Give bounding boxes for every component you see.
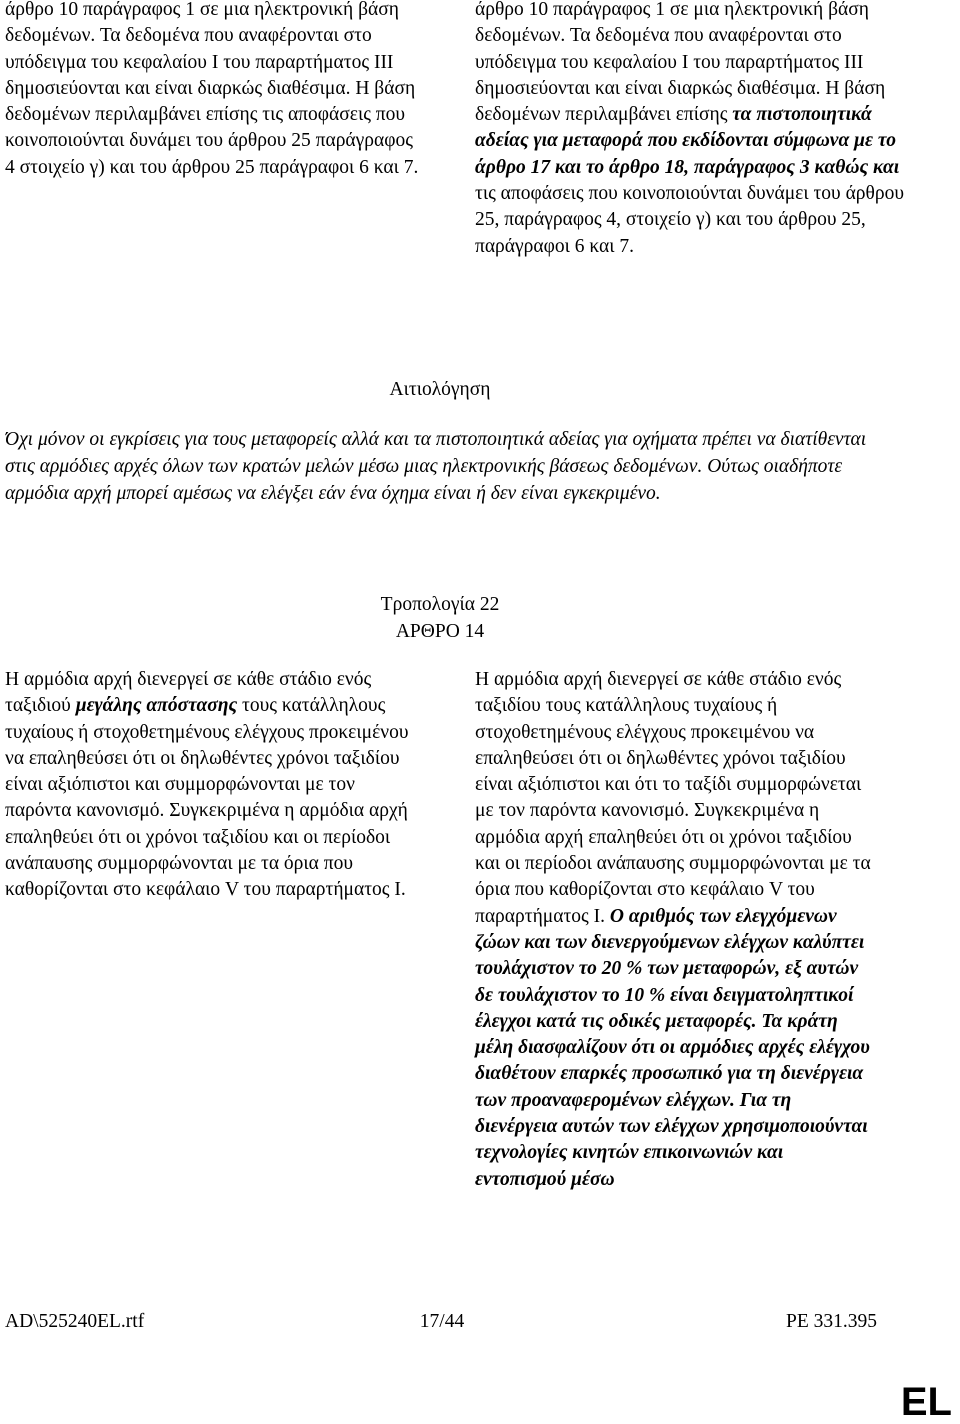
footer-page-number: 17/44 bbox=[419, 1311, 465, 1332]
language-tag: EL bbox=[900, 1380, 952, 1424]
top-left-paragraph: άρθρο 10 παράγραφος 1 σε μια ηλεκτρονική βάση δεδομένων. Τα δεδομένα που αναφέρονται στο υπόδειγμα του κεφαλαίου Ι του παραρτήματος ΙΙΙ δημοσιεύονται και είναι διαρκώς διαθέσιμα. Η βάση δεδομένων περιλαμβάνει επίσης τις αποφάσεις που κοινοποιούνται δυνάμει του άρθρου 25 παράγραφος 4 στοιχείο γ) και του άρθρου 25 παράγραφοι 6 και 7. bbox=[5, 0, 419, 178]
footer-file-reference: AD\525240EL.rtf bbox=[5, 1311, 145, 1332]
footer-document-reference: PE 331.395 bbox=[785, 1311, 877, 1332]
bottom-left-text-end: τους κατάλληλους τυχαίους ή στοχοθετημένους ελέγχους προκειμένου να επαληθεύσει ότι οι δηλωθέντες χρόνοι ταξιδίου είναι αξιόπιστοι και συμμορφώνονται με τον παρόντα κανονισμό. Συγκεκριμένα η αρμόδια αρχή επαληθεύει ότι οι χρόνοι ταξιδίου και οι περίοδοι ανάπαυσης συμμορφώνονται με τα όρια που καθορίζονται στο κεφάλαιο V του παραρτήματος Ι. bbox=[5, 695, 409, 901]
top-right-amended-text: τα πιστοποιητικά αδείας για μεταφορά που εκδίδονται σύμφωνα με το άρθρο 17 και το άρθρο 18, παράγραφος 3 καθώς και bbox=[475, 104, 900, 178]
bottom-right-amended-text: Ο αριθμός των ελεγχόμενων ζώων και των διενεργούμενων ελέγχων καλύπτει τουλάχιστον το 20 % των μεταφορών, εξ αυτών δε τουλάχιστον το 10 % είναι δειγματοληπτικοί έλεγχοι κατά τις οδικές μεταφορές. Τα κράτη μέλη διασφαλίζουν ότι οι αρμόδιες αρχές ελέγχου διαθέτουν επαρκές προσωπικό για τη διενέργεια των προαναφερομένων ελέγχων. Για τη διενέργεια αυτών των ελέγχων χρησιμοποιούνται τεχνολογίες κινητών επικοινωνιών και εντοπισμού μέσω bbox=[475, 905, 870, 1190]
amendment-article: ΑΡΘΡΟ 14 bbox=[395, 621, 485, 642]
justification-heading: Αιτιολόγηση bbox=[389, 379, 491, 400]
top-right-paragraph bbox=[475, 0, 905, 260]
amendment-title: Τροπολογία 22 bbox=[380, 594, 500, 615]
bottom-right-paragraph bbox=[475, 667, 875, 1193]
bottom-left-amended-text: μεγάλης απόστασης bbox=[75, 695, 238, 717]
bottom-left-text-start: Η αρμόδια αρχή διενεργεί σε κάθε στάδιο ενός ταξιδιού bbox=[5, 669, 372, 717]
bottom-right-text-start: Η αρμόδια αρχή διενεργεί σε κάθε στάδιο ενός ταξιδίου τους κατάλληλους τυχαίους ή στοχοθετημένους ελέγχους προκειμένου να επαληθεύσει ότι οι δηλωθέντες χρόνοι ταξιδίου είναι αξιόπιστοι και ότι το ταξίδι συμμορφώνεται με τον παρόντα κανονισμό. Συγκεκριμένα η αρμόδια αρχή επαληθεύει ότι οι χρόνοι ταξιδίου και οι περίοδοι ανάπαυσης συμμορφώνονται με τα όρια που καθορίζονται στο κεφάλαιο V του παραρτήματος Ι. bbox=[475, 669, 871, 927]
top-right-text-start: άρθρο 10 παράγραφος 1 σε μια ηλεκτρονική βάση δεδομένων. Τα δεδομένα που αναφέρονται στο υπόδειγμα του κεφαλαίου Ι του παραρτήματος ΙΙΙ δημοσιεύονται και είναι διαρκώς διαθέσιμα. Η βάση δεδομένων περιλαμβάνει επίσης bbox=[475, 0, 886, 126]
top-right-text-end: τις αποφάσεις που κοινοποιούνται δυνάμει του άρθρου 25, παράγραφος 4, στοιχείο γ) και του άρθρου 25, παράγραφοι 6 και 7. bbox=[475, 183, 905, 257]
bottom-left-paragraph bbox=[5, 667, 410, 904]
justification-text: Όχι μόνον οι εγκρίσεις για τους μεταφορείς αλλά και τα πιστοποιητικά αδείας για οχήματα πρέπει να διατίθενται στις αρμόδιες αρχές όλων των κρατών μελών μέσω μιας ηλεκτρονικής βάσεως δεδομένων. Ούτως οιαδήποτε αρμόδια αρχή μπορεί αμέσως να ελέγξει εάν ένα όχημα είναι ή δεν είναι εγκεκριμένο. bbox=[5, 429, 867, 504]
